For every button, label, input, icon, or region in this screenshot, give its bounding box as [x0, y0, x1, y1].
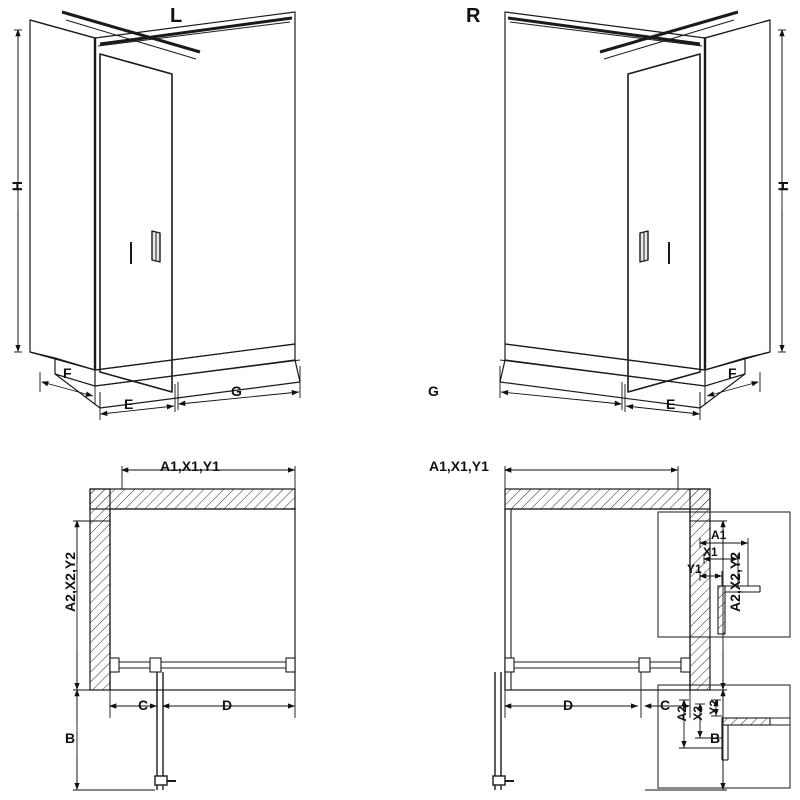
detail-top-dim-a1: A1 — [711, 528, 727, 542]
plan-right-dim-top: A1,X1,Y1 — [429, 458, 489, 474]
iso-right-label-f: F — [728, 365, 737, 381]
iso-right-label-g: G — [428, 383, 439, 399]
detail-top-dim-y1: Y1 — [687, 562, 702, 576]
plan-left-dim-d: D — [222, 697, 233, 713]
detail-bottom-dim-y2: Y2 — [707, 700, 721, 715]
plan-right-dim-c: C — [660, 697, 671, 713]
iso-left-label-f: F — [63, 365, 72, 381]
iso-left-label-h: H — [9, 181, 25, 192]
plan-left-dim-top: A1,X1,Y1 — [160, 458, 220, 474]
iso-left-label-g: G — [231, 383, 242, 399]
iso-view-right — [500, 12, 770, 408]
iso-right-label-e: E — [666, 396, 676, 412]
plan-right-dim-b: B — [710, 730, 721, 746]
iso-right-label-h: H — [775, 181, 791, 192]
detail-bottom-dim-a2: A2 — [675, 706, 689, 722]
detail-bottom-dim-x2: X2 — [691, 706, 705, 721]
view-title-right: R — [466, 5, 481, 27]
plan-view-right — [493, 466, 727, 790]
detail-top-dim-x1: X1 — [703, 545, 718, 559]
iso-left-label-e: E — [124, 396, 134, 412]
plan-left-dim-c: C — [138, 697, 149, 713]
view-title-left: L — [170, 5, 183, 27]
iso-view-left — [30, 12, 300, 408]
plan-left-dim-side: A2,X2,Y2 — [62, 552, 78, 612]
plan-view-left — [73, 466, 295, 790]
plan-right-dim-d: D — [563, 697, 574, 713]
plan-left-dim-b: B — [65, 730, 76, 746]
detail-bottom-box — [658, 685, 790, 788]
plan-right-dim-side: A2,X2,Y2 — [727, 552, 743, 612]
